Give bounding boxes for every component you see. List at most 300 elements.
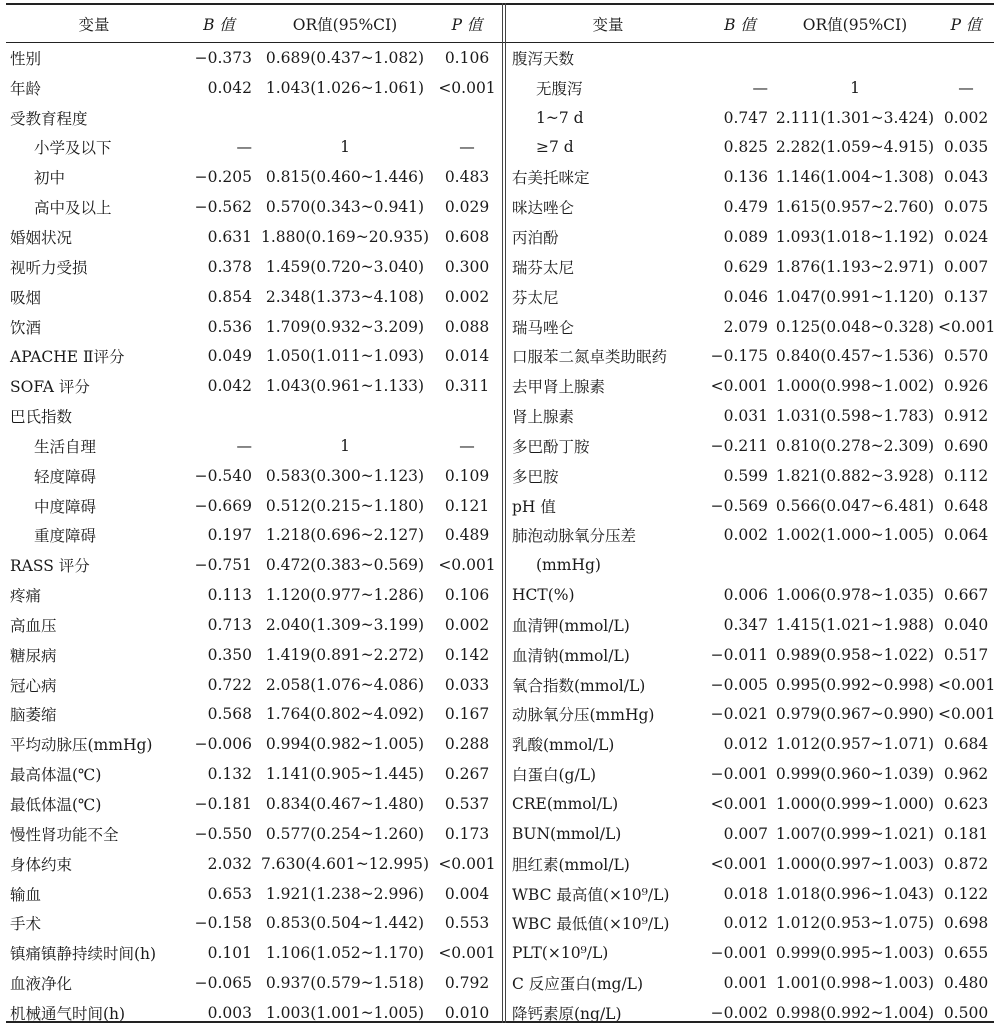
variable-cell: 咪达唑仑	[512, 199, 575, 218]
b-value-cell: 0.012	[723, 735, 768, 754]
p-value-cell: 0.480	[943, 974, 989, 993]
b-value-cell: −0.011	[710, 645, 768, 664]
variable-cell: WBC 最高值(×10⁹/L)	[512, 885, 670, 904]
variable-cell: 动脉氧分压(mmHg)	[512, 706, 655, 725]
p-value-cell: —	[459, 138, 475, 157]
variable-cell: 口服苯二氮卓类助眠药	[512, 348, 668, 367]
b-value-cell: −0.205	[194, 168, 252, 187]
p-value-cell: 0.570	[943, 347, 989, 366]
p-value-cell: 0.872	[943, 854, 989, 873]
b-value-cell: −0.181	[194, 795, 252, 814]
or-value-cell: 1.050(1.011~1.093)	[265, 347, 425, 366]
variable-cell: pH 值	[512, 497, 556, 516]
b-value-cell: −0.021	[710, 705, 768, 724]
or-value-cell: 1.415(1.021~1.988)	[775, 615, 935, 634]
table-row	[6, 819, 500, 849]
p-value-cell: 0.489	[444, 526, 490, 545]
or-value-cell: 1.709(0.932~3.209)	[265, 317, 425, 336]
or-value-cell: 1.120(0.977~1.286)	[265, 586, 425, 605]
variable-cell: 肺泡动脉氧分压差	[512, 527, 637, 546]
p-value-cell: 0.122	[943, 884, 989, 903]
p-value-cell: 0.112	[943, 466, 989, 485]
p-value-cell: 0.167	[444, 705, 490, 724]
p-value-cell: 0.623	[943, 795, 989, 814]
table-row	[6, 461, 500, 491]
table-row	[6, 73, 500, 103]
b-value-cell: 0.049	[207, 347, 252, 366]
b-value-cell: 0.347	[723, 615, 768, 634]
p-value-cell: 0.109	[444, 466, 490, 485]
or-value-cell: 0.810(0.278~2.309)	[775, 436, 935, 455]
table-row	[508, 252, 994, 282]
variable-cell: 冠心病	[10, 676, 57, 695]
p-value-cell: <0.001	[438, 854, 496, 873]
or-value-cell: 1.043(0.961~1.133)	[265, 377, 425, 396]
p-value-cell: <0.001	[438, 944, 496, 963]
b-value-cell: 0.631	[207, 227, 252, 246]
variable-cell: 性别	[10, 49, 42, 68]
variable-cell: 血清钾(mmol/L)	[512, 616, 630, 635]
variable-cell: 初中	[34, 169, 66, 188]
p-value-cell: 0.029	[444, 198, 490, 217]
or-value-cell: 1	[340, 436, 350, 455]
or-value-cell: 1.419(0.891~2.272)	[265, 645, 425, 664]
or-value-cell: 0.689(0.437~1.082)	[265, 48, 425, 67]
p-value-cell: 0.173	[444, 824, 490, 843]
b-value-cell: 0.031	[723, 407, 768, 426]
or-value-cell: 1.141(0.905~1.445)	[265, 765, 425, 784]
p-value-cell: <0.001	[938, 675, 996, 694]
p-value-cell: <0.001	[438, 556, 496, 575]
variable-cell: 丙泊酚	[512, 228, 559, 247]
p-value-cell: 0.655	[943, 944, 989, 963]
or-value-cell: 0.583(0.300~1.123)	[265, 466, 425, 485]
b-value-cell: 0.378	[207, 257, 252, 276]
or-value-cell: 2.058(1.076~4.086)	[265, 675, 425, 694]
b-value-cell: 2.079	[723, 317, 768, 336]
b-value-cell: 0.136	[723, 168, 768, 187]
table-row	[508, 640, 994, 670]
table-row	[6, 938, 500, 968]
or-value-cell: 1.764(0.802~4.092)	[265, 705, 425, 724]
table-row	[508, 282, 994, 312]
variable-cell: 血液净化	[10, 975, 73, 994]
b-value-cell: −0.211	[710, 436, 768, 455]
b-value-cell: 0.042	[207, 377, 252, 396]
variable-cell: 乳酸(mmol/L)	[512, 736, 615, 755]
b-value-cell: 0.007	[723, 824, 768, 843]
variable-cell: PLT(×10⁹/L)	[512, 944, 609, 963]
p-value-cell: 0.007	[943, 257, 989, 276]
table-row	[508, 401, 994, 431]
right-table	[508, 5, 994, 1028]
p-value-cell: 0.608	[444, 227, 490, 246]
or-value-cell: 1.043(1.026~1.061)	[265, 78, 425, 97]
b-value-cell	[708, 550, 772, 580]
b-value-cell: −0.005	[710, 675, 768, 694]
b-value-cell: 0.089	[723, 227, 768, 246]
p-value-cell: 0.962	[943, 765, 989, 784]
or-value-cell: 1.003(1.001~1.005)	[265, 1003, 425, 1022]
or-value-cell: 0.840(0.457~1.536)	[775, 347, 935, 366]
variable-cell: 机械通气时间(h)	[10, 1004, 126, 1023]
header-or-value: OR值(95%CI)	[292, 16, 398, 34]
variable-cell: 高中及以上	[34, 199, 112, 218]
or-value-cell: 1.047(0.991~1.120)	[775, 287, 935, 306]
p-value-cell: 0.698	[943, 914, 989, 933]
b-value-cell: 0.042	[207, 78, 252, 97]
variable-cell: 身体约束	[10, 855, 73, 874]
variable-cell: 巴氏指数	[10, 408, 73, 427]
variable-cell: 吸烟	[10, 288, 42, 307]
p-value-cell: 0.288	[444, 735, 490, 754]
b-value-cell: −0.175	[710, 347, 768, 366]
or-value-cell: 1.001(0.998~1.003)	[775, 974, 935, 993]
p-value-cell: 0.648	[943, 496, 989, 515]
or-value-cell: 0.979(0.967~0.990)	[775, 705, 935, 724]
table-row	[508, 431, 994, 461]
left-table	[6, 5, 500, 1028]
table-row	[508, 222, 994, 252]
p-value-cell: 0.690	[943, 436, 989, 455]
table-row	[508, 938, 994, 968]
table-row	[6, 401, 500, 431]
b-value-cell: 0.568	[207, 705, 252, 724]
p-value-cell	[938, 550, 994, 580]
p-value-cell: 0.667	[943, 586, 989, 605]
variable-cell: 氧合指数(mmol/L)	[512, 676, 646, 695]
variable-cell: ≥7 d	[536, 138, 574, 157]
variable-cell: 饮酒	[10, 318, 42, 337]
or-value-cell: 1.876(1.193~2.971)	[775, 257, 935, 276]
p-value-cell: <0.001	[438, 78, 496, 97]
table-column-divider-second	[505, 3, 506, 1023]
table-row	[6, 550, 500, 580]
table-row	[6, 908, 500, 938]
variable-cell: 最低体温(℃)	[10, 796, 102, 815]
b-value-cell: −0.158	[194, 914, 252, 933]
variable-cell: 腹泻天数	[512, 49, 575, 68]
b-value-cell: 0.046	[723, 287, 768, 306]
or-value-cell: 0.566(0.047~6.481)	[775, 496, 935, 515]
p-value-cell: 0.912	[943, 407, 989, 426]
p-value-cell: 0.002	[444, 287, 490, 306]
b-value-cell: —	[236, 138, 252, 157]
p-value-cell: 0.267	[444, 765, 490, 784]
or-value-cell: 0.512(0.215~1.180)	[265, 496, 425, 515]
variable-cell: 右美托咪定	[512, 169, 590, 188]
p-value-cell: 0.121	[444, 496, 490, 515]
variable-cell: 婚姻状况	[10, 228, 73, 247]
header-variable: 变量	[592, 16, 624, 34]
table-row	[508, 819, 994, 849]
table-row	[6, 968, 500, 998]
b-value-cell: −0.373	[194, 48, 252, 67]
table-row	[508, 998, 994, 1028]
b-value-cell: 0.350	[207, 645, 252, 664]
table-row	[6, 252, 500, 282]
p-value-cell: 0.300	[444, 257, 490, 276]
b-value-cell: —	[236, 436, 252, 455]
table-row	[508, 729, 994, 759]
table-row	[508, 103, 994, 133]
table-row	[6, 521, 500, 551]
b-value-cell	[182, 103, 256, 133]
b-value-cell: <0.001	[710, 377, 768, 396]
variable-cell: 年龄	[10, 79, 42, 98]
table-row	[508, 759, 994, 789]
table-row	[6, 431, 500, 461]
table-row	[6, 282, 500, 312]
p-value-cell: 0.033	[444, 675, 490, 694]
variable-cell: 糖尿病	[10, 646, 57, 665]
or-value-cell: 1.615(0.957~2.760)	[775, 198, 935, 217]
or-value-cell: 1.007(0.999~1.021)	[775, 824, 935, 843]
p-value-cell	[938, 43, 994, 73]
table-row	[6, 491, 500, 521]
p-value-cell	[434, 401, 500, 431]
or-value-cell: 1.006(0.978~1.035)	[775, 586, 935, 605]
table-row	[6, 192, 500, 222]
p-value-cell: 0.010	[444, 1003, 490, 1022]
or-value-cell: 0.815(0.460~1.446)	[265, 168, 425, 187]
b-value-cell: 0.722	[207, 675, 252, 694]
p-value-cell: 0.684	[943, 735, 989, 754]
or-value-cell	[256, 103, 434, 133]
table-row	[508, 43, 994, 73]
variable-cell: 输血	[10, 885, 42, 904]
variable-cell: 降钙素原(ng/L)	[512, 1004, 622, 1023]
p-value-cell: 0.106	[444, 48, 490, 67]
b-value-cell	[182, 401, 256, 431]
table-row	[508, 192, 994, 222]
table-row	[6, 879, 500, 909]
table-row	[508, 580, 994, 610]
p-value-cell: 0.926	[943, 377, 989, 396]
table-row	[6, 670, 500, 700]
b-value-cell: −0.065	[194, 974, 252, 993]
variable-cell: 小学及以下	[34, 139, 112, 158]
b-value-cell: 0.653	[207, 884, 252, 903]
table-row	[508, 133, 994, 163]
variable-cell: 无腹泻	[536, 79, 583, 98]
variable-cell: 中度障碍	[34, 497, 97, 516]
b-value-cell: 0.001	[723, 974, 768, 993]
table-row	[508, 849, 994, 879]
b-value-cell: 0.003	[207, 1003, 252, 1022]
or-value-cell: 1.012(0.953~1.075)	[775, 914, 935, 933]
or-value-cell: 1.000(0.997~1.003)	[775, 854, 935, 873]
variable-cell: WBC 最低值(×10⁹/L)	[512, 915, 670, 934]
b-value-cell: 0.854	[207, 287, 252, 306]
or-value-cell: 0.998(0.992~1.004)	[775, 1003, 935, 1022]
b-value-cell: 0.825	[723, 138, 768, 157]
table-row	[508, 461, 994, 491]
variable-cell: 慢性肾功能不全	[10, 825, 119, 844]
variable-cell: 手术	[10, 915, 42, 934]
variable-cell: C 反应蛋白(mg/L)	[512, 975, 644, 994]
or-value-cell: 0.570(0.343~0.941)	[265, 198, 425, 217]
table-row	[508, 879, 994, 909]
b-value-cell: 0.197	[207, 526, 252, 545]
variable-cell: SOFA 评分	[10, 378, 90, 397]
table-row	[508, 491, 994, 521]
variable-cell: 多巴酚丁胺	[512, 437, 590, 456]
header-b-value: B 值	[203, 16, 235, 34]
table-row	[6, 610, 500, 640]
or-value-cell: 0.995(0.992~0.998)	[775, 675, 935, 694]
or-value-cell: 1.000(0.999~1.000)	[775, 795, 935, 814]
b-value-cell: 0.018	[723, 884, 768, 903]
or-value-cell: 1.218(0.696~2.127)	[265, 526, 425, 545]
header-p-value: P 值	[950, 16, 982, 34]
variable-cell: 高血压	[10, 616, 57, 635]
p-value-cell: 0.024	[943, 227, 989, 246]
or-value-cell: 2.348(1.373~4.108)	[265, 287, 425, 306]
p-value-cell: 0.035	[943, 138, 989, 157]
or-value-cell: 1.000(0.998~1.002)	[775, 377, 935, 396]
p-value-cell: —	[958, 78, 974, 97]
or-value-cell	[256, 401, 434, 431]
p-value-cell: <0.001	[938, 705, 996, 724]
table-row	[6, 371, 500, 401]
b-value-cell: 0.629	[723, 257, 768, 276]
b-value-cell: <0.001	[710, 795, 768, 814]
variable-cell: 肾上腺素	[512, 408, 575, 427]
b-value-cell: 0.479	[723, 198, 768, 217]
b-value-cell: −0.001	[710, 944, 768, 963]
p-value-cell: 0.517	[943, 645, 989, 664]
table-row	[508, 550, 994, 580]
or-value-cell: 0.853(0.504~1.442)	[265, 914, 425, 933]
variable-cell: 多巴胺	[512, 467, 559, 486]
or-value-cell: 1.012(0.957~1.071)	[775, 735, 935, 754]
variable-cell: 1~7 d	[536, 108, 584, 127]
table-row	[6, 640, 500, 670]
header-p-value: P 值	[451, 16, 483, 34]
b-value-cell: 0.132	[207, 765, 252, 784]
or-value-cell: 0.989(0.958~1.022)	[775, 645, 935, 664]
b-value-cell: −0.550	[194, 824, 252, 843]
p-value-cell: 0.142	[444, 645, 490, 664]
variable-cell: 视听力受损	[10, 258, 88, 277]
or-value-cell: 1.031(0.598~1.783)	[775, 407, 935, 426]
or-value-cell: 0.125(0.048~0.328)	[775, 317, 935, 336]
variable-cell: 白蛋白(g/L)	[512, 766, 597, 785]
or-value-cell: 7.630(4.601~12.995)	[260, 854, 430, 873]
p-value-cell: 0.537	[444, 795, 490, 814]
p-value-cell: 0.106	[444, 586, 490, 605]
variable-cell: 脑萎缩	[10, 706, 57, 725]
p-value-cell: 0.064	[943, 526, 989, 545]
p-value-cell: 0.483	[444, 168, 490, 187]
b-value-cell: 0.113	[207, 586, 252, 605]
table-row	[6, 998, 500, 1028]
b-value-cell: −0.001	[710, 765, 768, 784]
variable-cell: CRE(mmol/L)	[512, 795, 619, 814]
p-value-cell: 0.002	[444, 615, 490, 634]
variable-cell: 血清钠(mmol/L)	[512, 646, 630, 665]
table-row	[508, 312, 994, 342]
or-value-cell	[772, 550, 938, 580]
b-value-cell: 0.012	[723, 914, 768, 933]
variable-cell: 瑞芬太尼	[512, 258, 575, 277]
variable-cell: 受教育程度	[10, 109, 88, 128]
b-value-cell: —	[752, 78, 768, 97]
p-value-cell: 0.040	[943, 615, 989, 634]
p-value-cell: 0.088	[444, 317, 490, 336]
b-value-cell: −0.562	[194, 198, 252, 217]
b-value-cell: 0.002	[723, 526, 768, 545]
or-value-cell: 0.994(0.982~1.005)	[265, 735, 425, 754]
p-value-cell: —	[459, 436, 475, 455]
variable-cell: 胆红素(mmol/L)	[512, 855, 630, 874]
table-column-divider	[502, 3, 503, 1023]
or-value-cell: 1	[850, 78, 860, 97]
b-value-cell: 0.006	[723, 586, 768, 605]
b-value-cell: 0.599	[723, 466, 768, 485]
b-value-cell: 0.713	[207, 615, 252, 634]
b-value-cell: −0.006	[194, 735, 252, 754]
p-value-cell: 0.500	[943, 1003, 989, 1022]
b-value-cell: −0.669	[194, 496, 252, 515]
variable-cell: HCT(%)	[512, 586, 575, 605]
p-value-cell: 0.014	[444, 347, 490, 366]
b-value-cell: −0.002	[710, 1003, 768, 1022]
table-row	[6, 700, 500, 730]
header-variable: 变量	[78, 16, 110, 34]
variable-cell: 平均动脉压(mmHg)	[10, 736, 153, 755]
table-row	[6, 789, 500, 819]
p-value-cell: 0.311	[444, 377, 490, 396]
variable-cell: BUN(mmol/L)	[512, 824, 622, 843]
or-value-cell: 1.880(0.169~20.935)	[260, 227, 430, 246]
variable-cell: 芬太尼	[512, 288, 559, 307]
table-row	[508, 521, 994, 551]
or-value-cell: 1.018(0.996~1.043)	[775, 884, 935, 903]
variable-cell: 镇痛镇静持续时间(h)	[10, 945, 157, 964]
or-value-cell: 2.040(1.309~3.199)	[265, 615, 425, 634]
p-value-cell: <0.001	[938, 317, 996, 336]
table-row	[6, 580, 500, 610]
variable-cell: 最高体温(℃)	[10, 766, 102, 785]
b-value-cell: −0.540	[194, 466, 252, 485]
p-value-cell: 0.004	[444, 884, 490, 903]
right-header-row	[508, 5, 994, 43]
b-value-cell: −0.751	[194, 556, 252, 575]
table-row	[508, 371, 994, 401]
or-value-cell: 1.106(1.052~1.170)	[265, 944, 425, 963]
variable-cell: (mmHg)	[536, 556, 601, 575]
or-value-cell: 1	[340, 138, 350, 157]
table-row	[508, 908, 994, 938]
header-or-value: OR值(95%CI)	[802, 16, 908, 34]
table-row	[508, 73, 994, 103]
or-value-cell: 1.921(1.238~2.996)	[265, 884, 425, 903]
table-row	[508, 341, 994, 371]
or-value-cell: 1.459(0.720~3.040)	[265, 257, 425, 276]
or-value-cell: 0.834(0.467~1.480)	[265, 795, 425, 814]
variable-cell: 去甲肾上腺素	[512, 378, 606, 397]
variable-cell: 瑞马唑仑	[512, 318, 575, 337]
p-value-cell: 0.043	[943, 168, 989, 187]
table-row	[6, 341, 500, 371]
table-row	[6, 43, 500, 73]
p-value-cell	[434, 103, 500, 133]
p-value-cell: 0.792	[444, 974, 490, 993]
left-header-row	[6, 5, 500, 43]
variable-cell: RASS 评分	[10, 557, 90, 576]
